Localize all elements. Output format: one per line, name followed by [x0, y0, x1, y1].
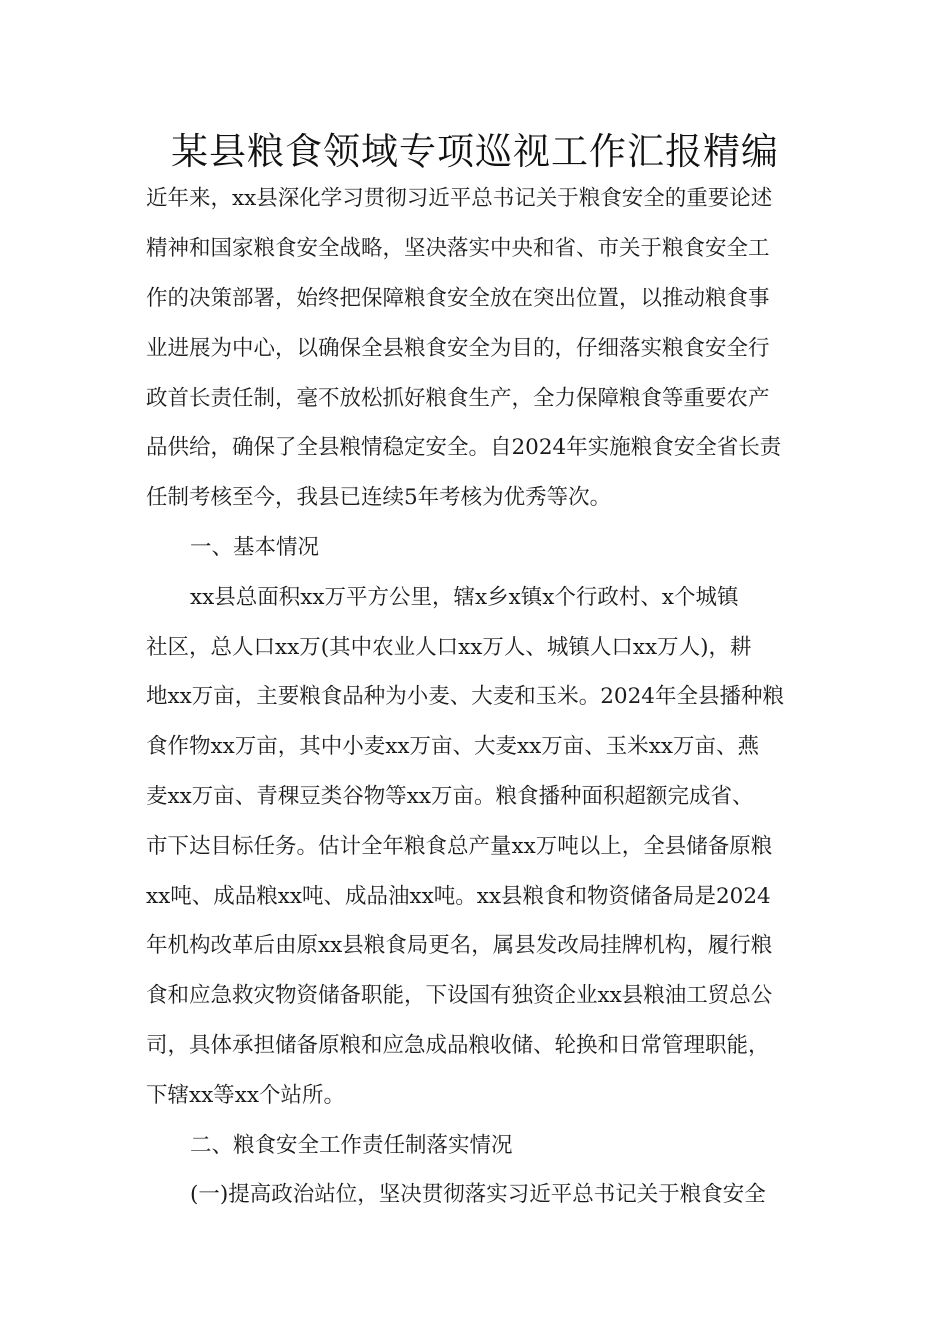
body-line: 市下达目标任务。估计全年粮食总产量xx万吨以上，全县储备原粮 — [146, 834, 773, 859]
body-line: 食和应急救灾物资储备职能，下设国有独资企业xx县粮油工贸总公 — [146, 983, 773, 1008]
intro-line: 政首长责任制，毫不放松抓好粮食生产，全力保障粮食等重要农产 — [146, 386, 770, 411]
intro-line: 作的决策部署，始终把保障粮食安全放在突出位置，以推动粮食事 — [146, 286, 770, 311]
document-title: 某县粮食领域专项巡视工作汇报精编 — [171, 130, 779, 173]
body-line: xx县总面积xx万平方公里，辖x乡x镇x个行政村、x个城镇 — [190, 585, 739, 610]
intro-line: 业进展为中心，以确保全县粮食安全为目的，仔细落实粮食安全行 — [146, 336, 770, 361]
body-line: 地xx万亩，主要粮食品种为小麦、大麦和玉米。2024年全县播种粮 — [146, 684, 784, 709]
section-heading: 二、粮食安全工作责任制落实情况 — [190, 1133, 513, 1158]
body-line: 麦xx万亩、青稞豆类谷物等xx万亩。粮食播种面积超额完成省、 — [146, 784, 754, 809]
intro-line: 品供给，确保了全县粮情稳定安全。自2024年实施粮食安全省长责 — [146, 435, 782, 460]
subsection-line: (一)提高政治站位，坚决贯彻落实习近平总书记关于粮食安全 — [190, 1182, 766, 1207]
body-line: xx吨、成品粮xx吨、成品油xx吨。xx县粮食和物资储备局是2024 — [146, 884, 771, 909]
body-line: 食作物xx万亩，其中小麦xx万亩、大麦xx万亩、玉米xx万亩、燕 — [146, 734, 760, 759]
body-line: 下辖xx等xx个站所。 — [146, 1083, 346, 1108]
body-line: 司，具体承担储备原粮和应急成品粮收储、轮换和日常管理职能， — [146, 1033, 770, 1058]
body-line: 年机构改革后由原xx县粮食局更名，属县发改局挂牌机构，履行粮 — [146, 933, 773, 958]
intro-line: 精神和国家粮食安全战略，坚决落实中央和省、市关于粮食安全工 — [146, 236, 770, 261]
intro-line: 任制考核至今，我县已连续5年考核为优秀等次。 — [146, 485, 612, 510]
intro-line: 近年来，xx县深化学习贯彻习近平总书记关于粮食安全的重要论述 — [146, 186, 773, 211]
section-heading: 一、基本情况 — [190, 535, 320, 560]
body-line: 社区，总人口xx万(其中农业人口xx万人、城镇人口xx万人)，耕 — [146, 635, 752, 660]
